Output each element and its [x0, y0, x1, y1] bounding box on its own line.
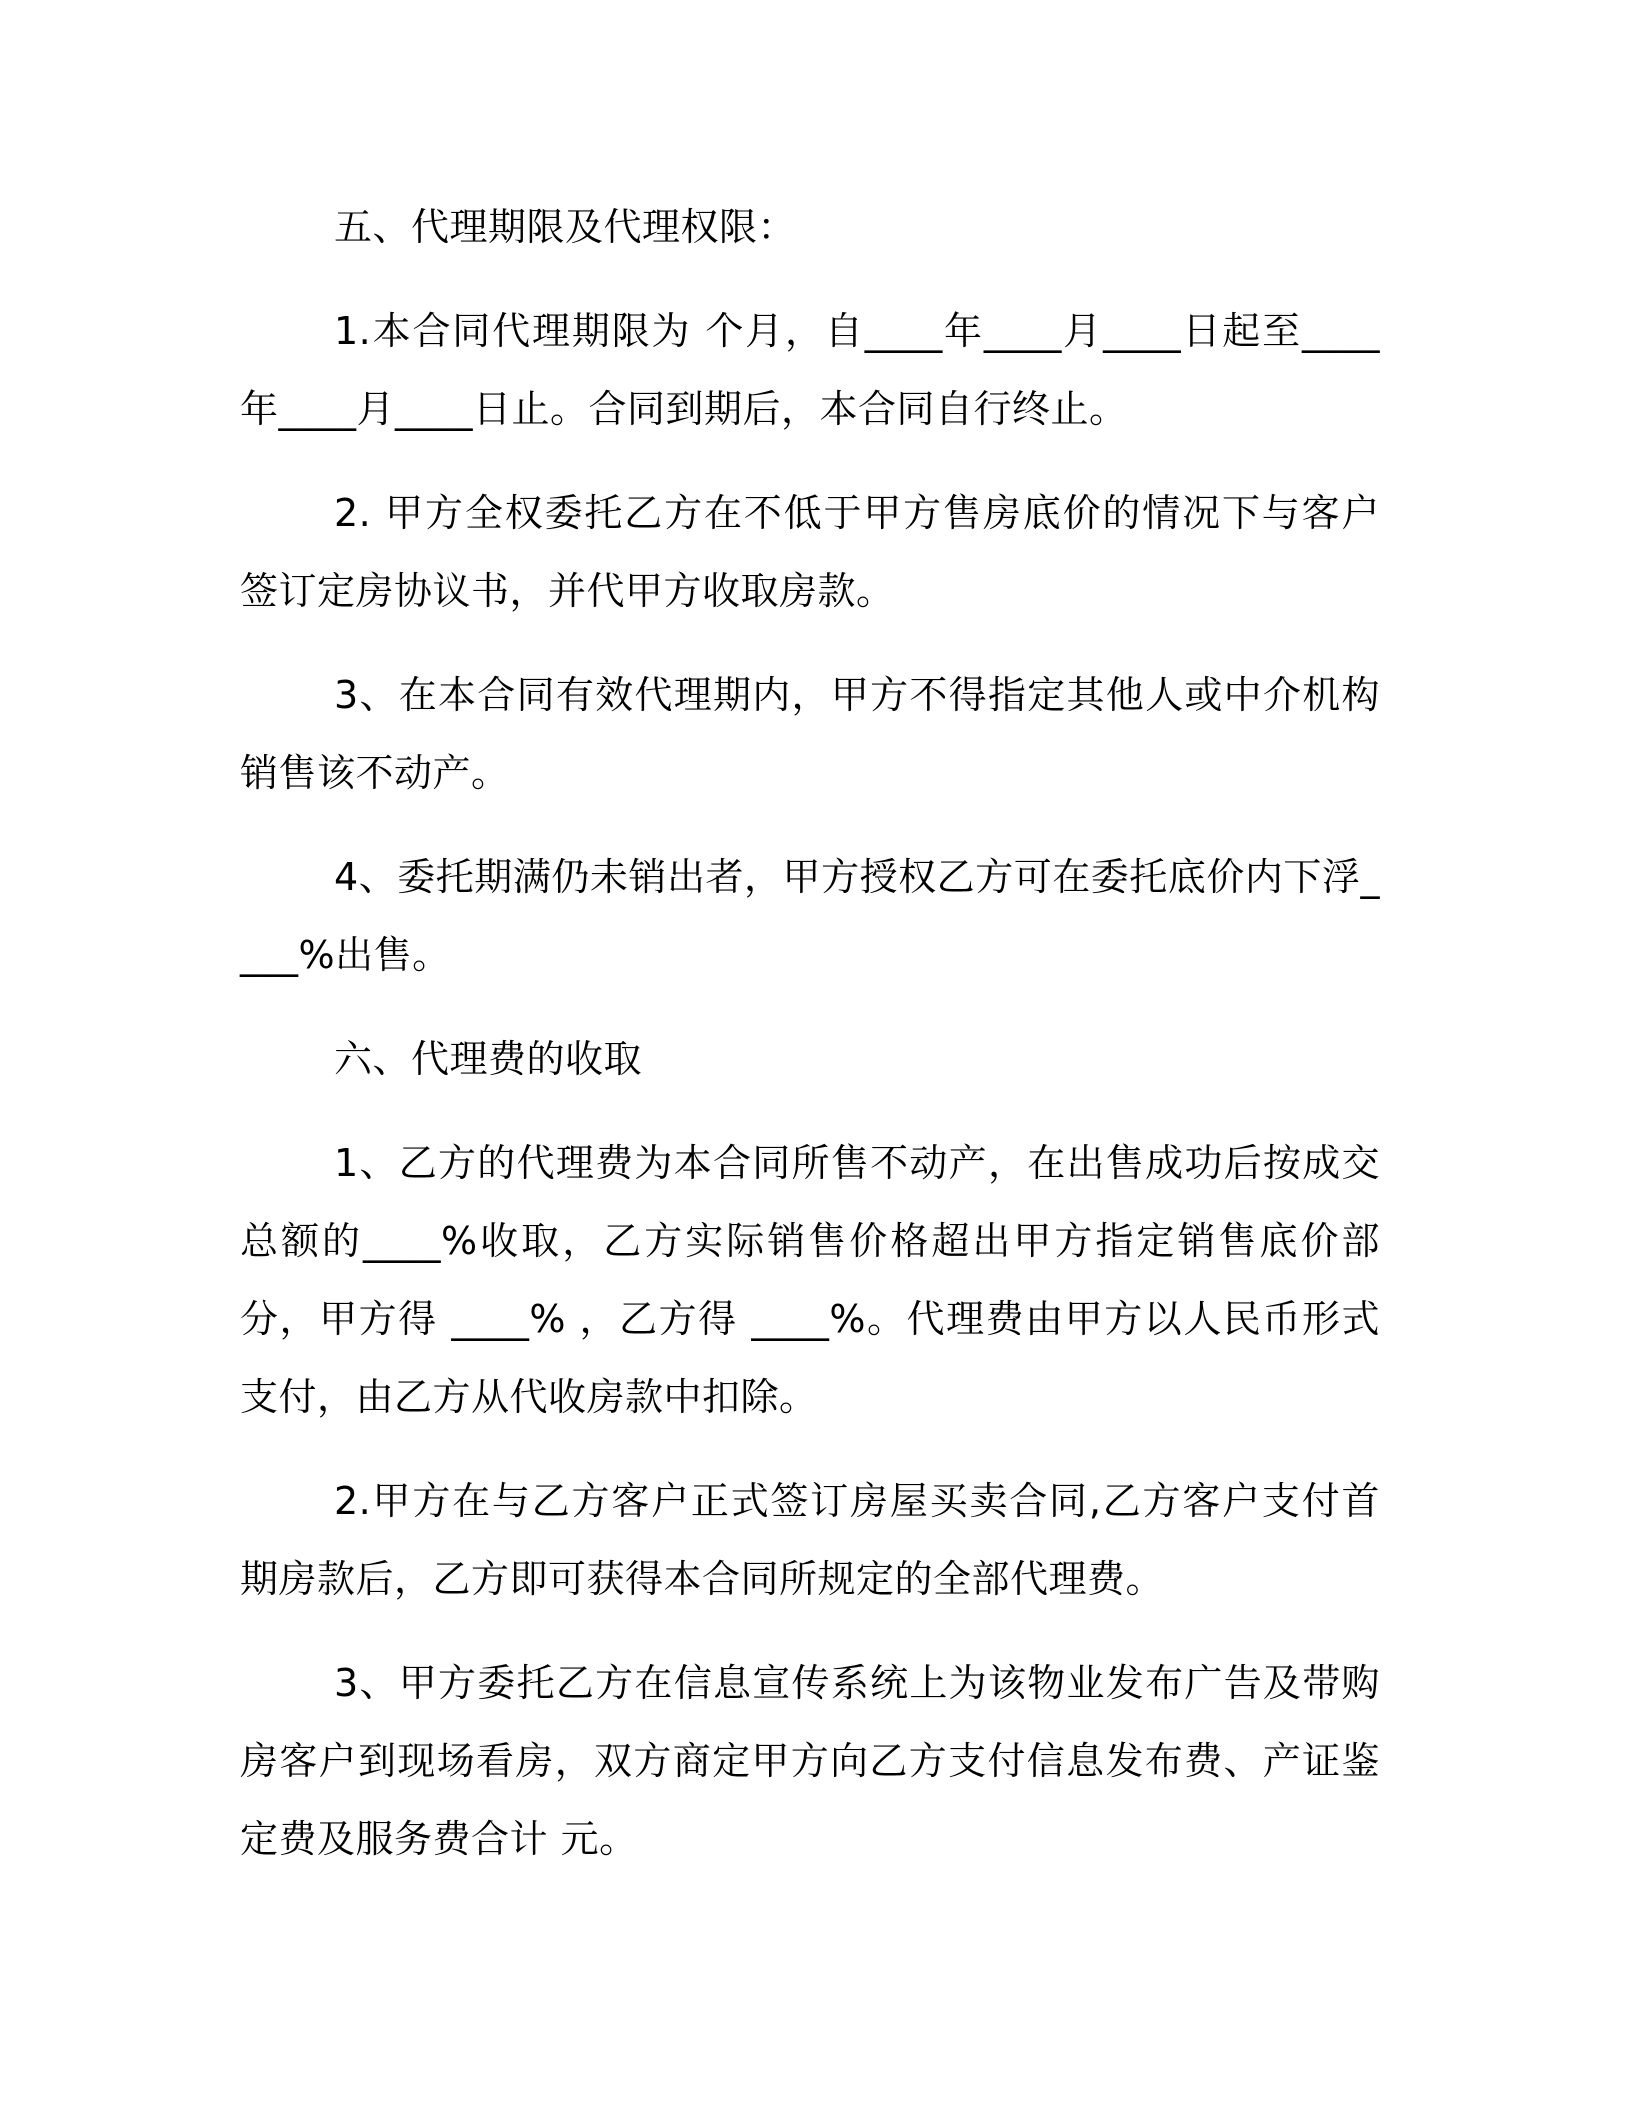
section-five-clause-4: 4、委托期满仍未销出者，甲方授权乙方可在委托底价内下浮____%出售。	[240, 855, 1380, 977]
section-five-clause-1: 1.本合同代理期限为 个月，自____年____月____日起至____年____月____日止。合同到期后，本合同自行终止。	[240, 309, 1380, 431]
section-six-clause-3: 3、甲方委托乙方在信息宣传系统上为该物业发布广告及带购房客户到现场看房，双方商定甲方向乙方支付信息发布费、产证鉴定费及服务费合计 元。	[240, 1661, 1380, 1861]
section-five-clause-2: 2. 甲方全权委托乙方在不低于甲方售房底价的情况下与客户签订定房协议书，并代甲方收取房款。	[240, 491, 1380, 613]
document-body	[240, 188, 1380, 1904]
section-six-clause-2: 2.甲方在与乙方客户正式签订房屋买卖合同,乙方客户支付首期房款后，乙方即可获得本合同所规定的全部代理费。	[240, 1479, 1380, 1601]
section-five-heading: 五、代理期限及代理权限：	[334, 205, 797, 249]
section-five-clause-3: 3、在本合同有效代理期内，甲方不得指定其他人或中介机构销售该不动产。	[240, 673, 1380, 795]
section-six-heading: 六、代理费的收取	[334, 1037, 643, 1081]
section-six-clause-1: 1、乙方的代理费为本合同所售不动产，在出售成功后按成交总额的____%收取，乙方实际销售价格超出甲方指定销售底价部分，甲方得 ____% ，乙方得 ____%。代理费由甲方以人民币形式支付，由乙方从代收房款中扣除。	[240, 1141, 1380, 1419]
